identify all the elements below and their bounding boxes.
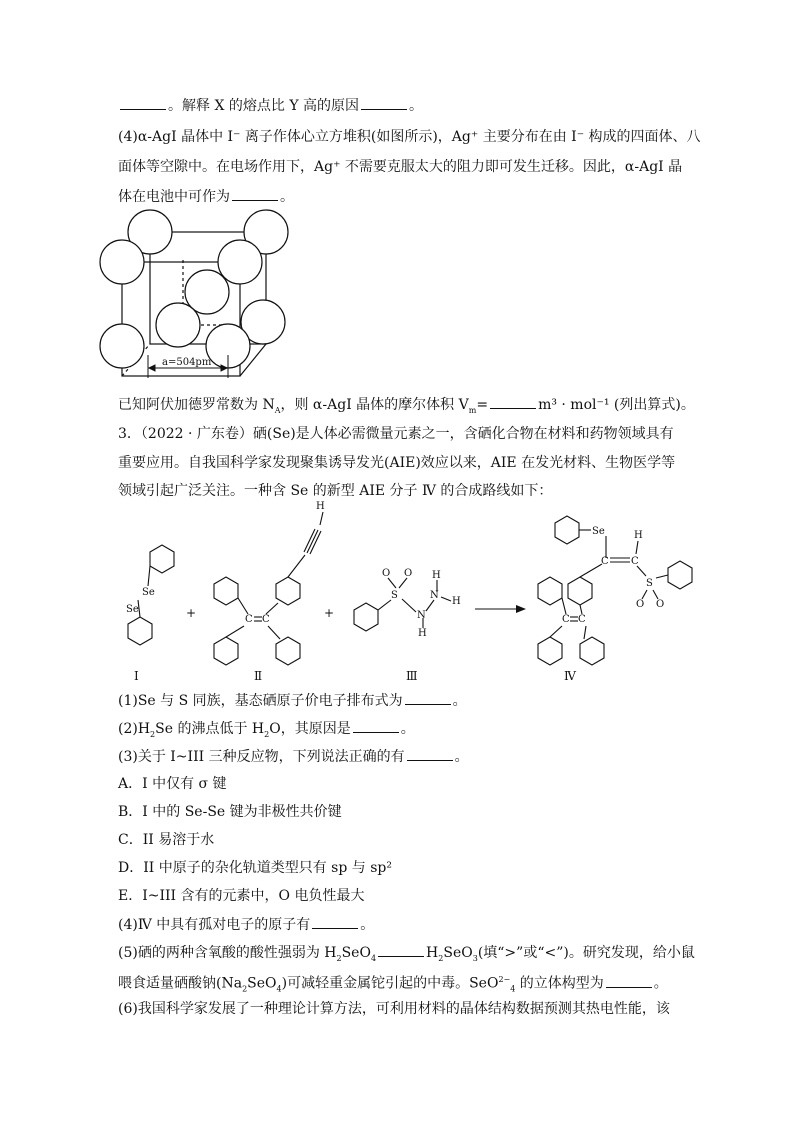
atom-label-c: C — [262, 614, 270, 625]
atom-label-c: C — [578, 614, 586, 625]
atom-label-h: H — [316, 501, 325, 512]
question-3-6: (6)我国科学家发展了一种理论计算方法，可利用材料的晶体结构数据预测其热电性能，该 — [118, 1001, 670, 1017]
option-d: D．II 中原子的杂化轨道类型只有 sp 与 sp² — [118, 860, 392, 876]
iodide-ion-front-top-right — [218, 240, 262, 284]
atom-label-o: O — [404, 568, 413, 579]
atom-label-h: H — [452, 596, 461, 607]
question-3-1: (1)Se 与 S 同族，基态硒原子价电子排布式为 。 — [118, 690, 467, 711]
iodide-ion-back-bottom-left — [156, 303, 200, 347]
plus-sign: + — [324, 606, 335, 620]
answer-blank[interactable] — [120, 95, 166, 110]
question-3-3: (3)关于 I~III 三种反应物，下列说法正确的有 。 — [118, 746, 469, 767]
atom-label-o: O — [656, 599, 665, 610]
answer-blank[interactable] — [312, 914, 358, 929]
atom-label-s: S — [646, 578, 653, 589]
atom-label-h: H — [418, 628, 427, 639]
bcc-unit-cell-figure — [115, 210, 285, 380]
answer-blank[interactable] — [353, 718, 399, 733]
question-3-5-continued: 喂食适量硒酸钠$(Na_2SeO_4)$可减轻重金属铊引起的中毒。SeO$^{2-}_4$ 的立体构型为 。 — [118, 970, 668, 999]
answer-blank[interactable] — [232, 186, 278, 201]
plus-sign: + — [186, 606, 197, 620]
question-3-4: (4)Ⅳ 中具有孤对电子的原子有 。 — [118, 914, 374, 935]
atom-label-c: C — [562, 614, 570, 625]
atom-label-h: H — [432, 570, 441, 581]
lattice-parameter-label: a=504pm — [162, 357, 212, 368]
compound-label-II: Ⅱ — [254, 669, 263, 683]
option-b: B．I 中的 Se-Se 键为非极性共价键 — [118, 804, 342, 820]
atom-label-se: Se — [142, 587, 155, 598]
atom-label-c: C — [601, 556, 609, 567]
atom-label-h: H — [634, 530, 643, 541]
question-3-heading: 3．（2022 · 广东卷）硒(Se)是人体必需微量元素之一，含硒化合物在材料和药物领域具有 — [118, 426, 674, 442]
atom-label-se: Se — [126, 604, 139, 615]
question-3-5: (5)硒的两种含氧酸的酸性强弱为 $H_2SeO_4$ $H_2SeO_3$(填“>”或“<”)。研究发现，给小鼠 — [118, 942, 695, 969]
iodide-ion-front-bottom-left — [100, 324, 144, 368]
answer-blank[interactable] — [378, 942, 424, 957]
answer-blank[interactable] — [407, 746, 453, 761]
text-line-8: 领域引起广泛关注。一种含 Se 的新型 AIE 分子 Ⅳ 的合成路线如下： — [118, 483, 553, 499]
atom-label-n: N — [430, 590, 439, 601]
option-a: A．I 中仅有 σ 键 — [118, 776, 227, 792]
atom-label-o: O — [636, 599, 645, 610]
answer-blank[interactable] — [490, 394, 536, 409]
atom-label-s: S — [391, 590, 398, 601]
text-line-4: 体在电池中可作为 。 — [118, 186, 294, 207]
text-line-7: 重要应用。自我国科学家发现聚集诱导发光(AIE)效应以来，AIE 在发光材料、生物医学等 — [118, 455, 676, 471]
text-line-2: (4)α-AgI 晶体中 I⁻ 离子作体心立方堆积(如图所示)，Ag⁺ 主要分布在由 I⁻ 构成的四面体、八 — [118, 129, 701, 145]
compound-label-I: Ⅰ — [134, 669, 139, 683]
compound-label-IV: Ⅳ — [564, 669, 576, 683]
atom-label-c: C — [245, 614, 253, 625]
atom-label-o: O — [382, 568, 391, 579]
atom-label-se: Se — [592, 526, 605, 537]
answer-blank[interactable] — [606, 973, 652, 988]
option-e: E．I~III 含有的元素中，O 电负性最大 — [118, 888, 365, 904]
atom-label-n: N — [417, 610, 426, 621]
atom-label-c: C — [631, 556, 639, 567]
answer-blank[interactable] — [361, 95, 407, 110]
synthesis-scheme-figure — [110, 500, 700, 685]
text-line-3: 面体等空隙中。在电场作用下，Ag⁺ 不需要克服太大的阻力即可发生迁移。因此，α-AgI 晶 — [118, 159, 683, 175]
answer-blank[interactable] — [405, 690, 451, 705]
question-3-2: $(2)H_2Se$ 的沸点低于 $H_2O$，其原因是 。 — [118, 718, 415, 745]
option-c: C．II 易溶于水 — [118, 832, 215, 848]
text-line-1: 。解释 X 的熔点比 Y 高的原因 。 — [118, 95, 423, 116]
compound-label-III: Ⅲ — [406, 669, 418, 683]
text-line-5: 已知阿伏加德罗常数为 $N_A$，则 α-AgI 晶体的摩尔体积 $V_m= m^3 \cdot mol^{-1}$ (列出算式)。 — [118, 394, 695, 421]
iodide-ion-front-top-left — [100, 240, 144, 284]
